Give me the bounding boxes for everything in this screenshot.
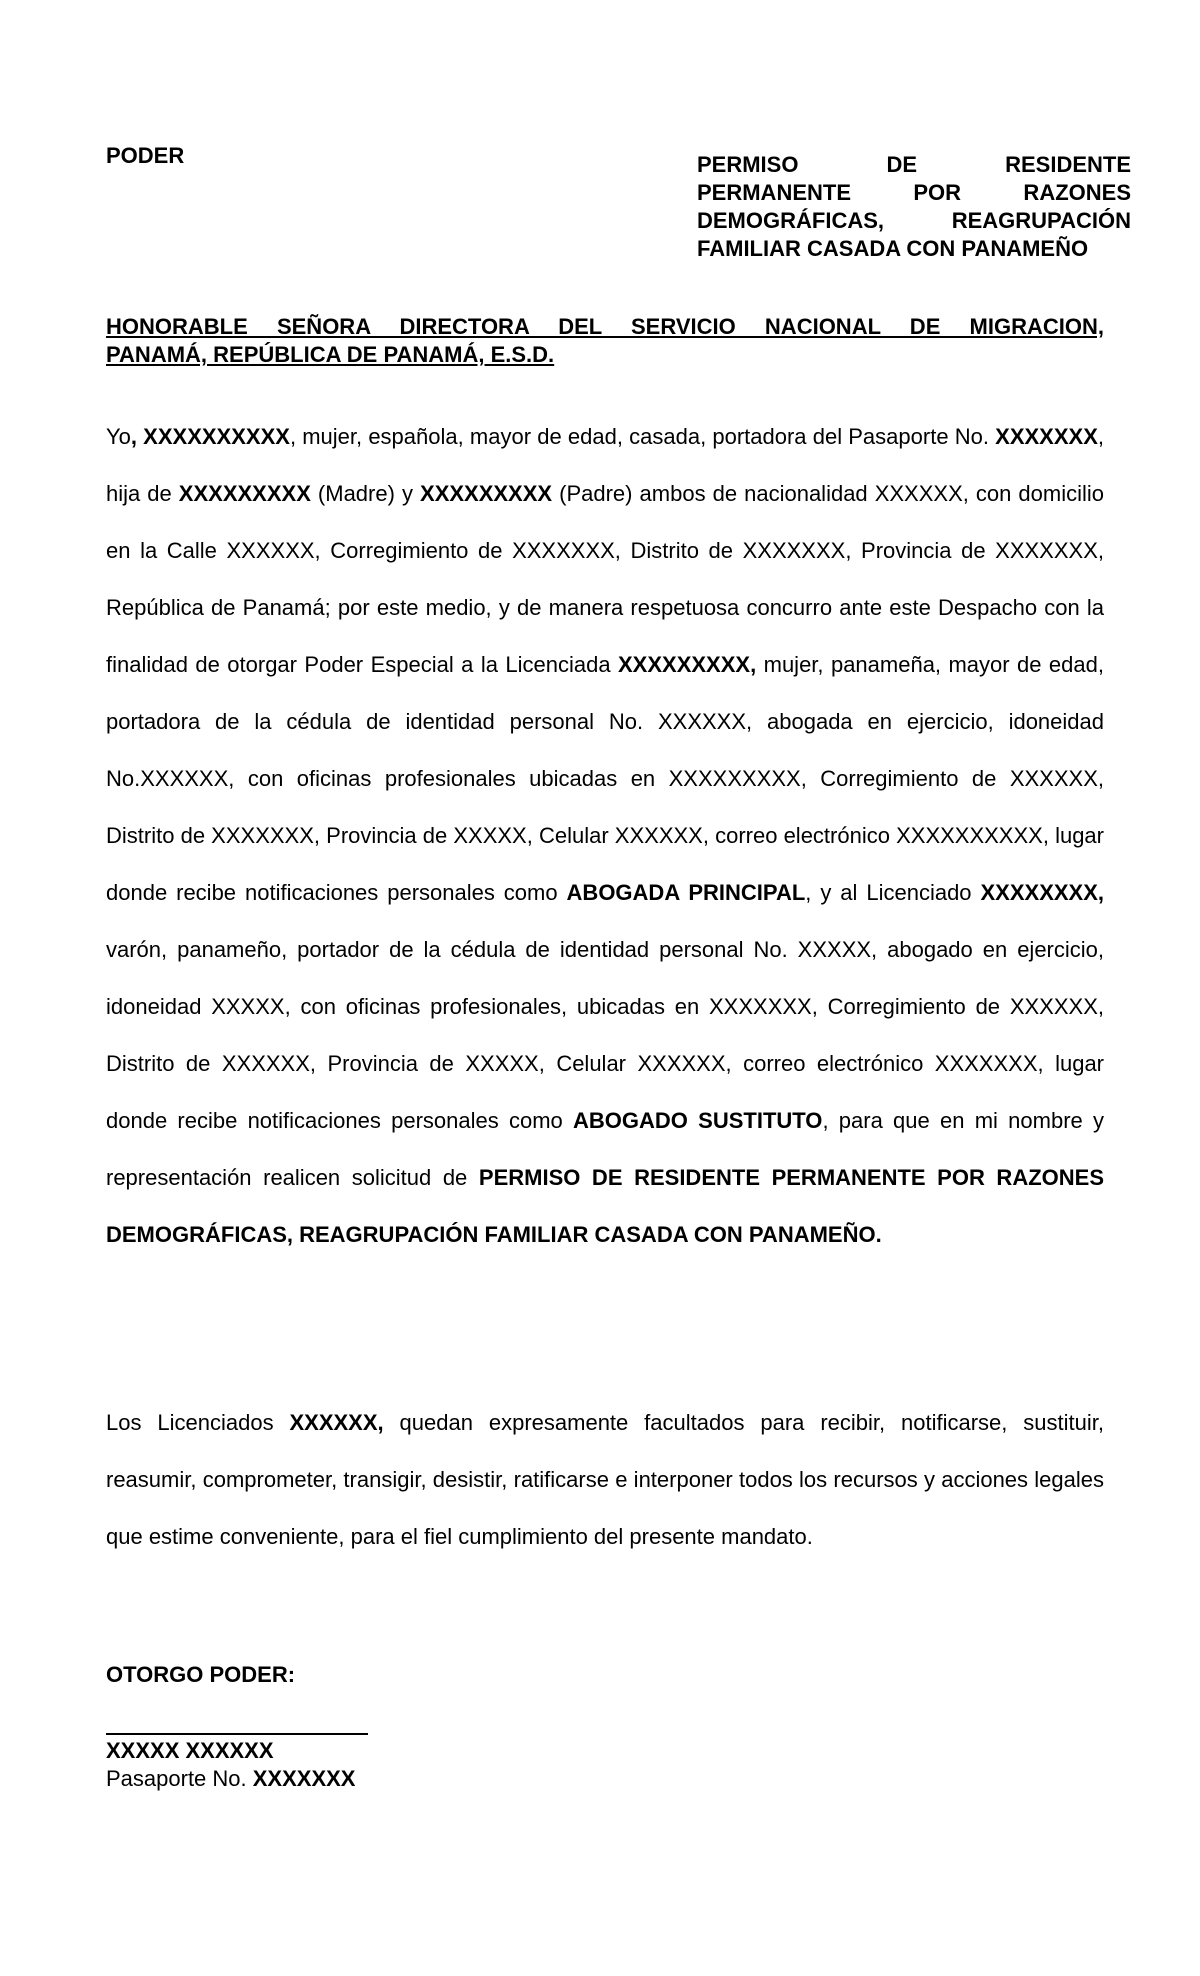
signature-title: OTORGO PODER: [106,1662,296,1687]
text-segment: , hija de [106,424,1104,506]
addressee-line: HONORABLE SEÑORA DIRECTORA DEL SERVICIO NACIONAL DE MIGRACION, [106,314,1104,339]
signature-line [106,1733,368,1735]
text-segment-bold: XXXXXXXXX, [618,652,757,677]
text-segment: , y al Licenciado [805,880,981,905]
text-segment-bold: XXXXXX, [289,1410,384,1435]
addressee-line: PANAMÁ, REPÚBLICA DE PANAMÁ, E.S.D. [106,342,555,367]
text-segment-bold: XXXXXXXX, [980,880,1105,905]
text-segment-bold: PERMISO DE RESIDENTE PERMANENTE POR RAZONES DEMOGRÁFICAS, REAGRUPACIÓN FAMILIAR CASADA CON PANAMEÑO. [106,1165,1104,1247]
text-segment-bold: ABOGADO SUSTITUTO [573,1108,823,1133]
document-heading: PODER [106,143,185,168]
subject-line: FAMILIAR CASADA CON PANAMEÑO [697,236,1089,261]
subject-line: DEMOGRÁFICAS, REAGRUPACIÓN [697,208,1131,233]
text-segment-bold: ABOGADA PRINCIPAL [566,880,806,905]
text-segment: Los Licenciados [106,1410,290,1435]
subject-line: PERMANENTE POR RAZONES [697,180,1131,205]
text-segment: (Madre) y [310,481,421,506]
text-segment: Yo [106,424,131,449]
text-segment: mujer, panameña, mayor de edad, portadora de la cédula de identidad personal No. XXXXXX, abogada en ejercicio, idoneidad No.XXXXXX, con oficinas profesionales ubicadas en XXXXXXXXX, Corregimiento de XXXXXX, Distrito de XXXXXXX, Provincia de XXXXX, Celular XXXXXX, correo electrónico XXXXXXXXXX, lugar donde recibe notificaciones personales como [106,652,1104,905]
text-segment: , mujer, española, mayor de edad, casada, portadora del Pasaporte No. [289,424,996,449]
body-paragraph-1 [106,408,1104,1263]
passport-label: Pasaporte No. [106,1766,253,1791]
text-segment-bold: XXXXXXXXX [178,481,311,506]
text-segment: , para que en mi nombre y representación realicen solicitud de [106,1108,1105,1190]
text-segment: quedan expresamente facultados para recibir, notificarse, sustituir, reasumir, comprometer, transigir, desistir, ratificarse e interponer todos los recursos y acciones legales que estime conveniente, para el fiel cumplimiento del presente mandato. [106,1410,1104,1549]
subject-block [697,151,1131,263]
text-segment: varón, panameño, portador de la cédula de identidad personal No. XXXXX, abogado en ejercicio, idoneidad XXXXX, con oficinas profesionales, ubicadas en XXXXXXX, Corregimiento de XXXXXX, Distrito de XXXXXX, Provincia de XXXXX, Celular XXXXXX, correo electrónico XXXXXXX, lugar donde recibe notificaciones personales como [106,937,1104,1133]
passport-number: XXXXXXX [252,1766,356,1791]
passport-line [106,1766,355,1792]
body-paragraph-2 [106,1394,1104,1565]
signer-name: XXXXX XXXXXX [106,1738,274,1763]
subject-line: PERMISO DE RESIDENTE [697,152,1131,177]
text-segment: (Padre) ambos de nacionalidad XXXXXX, con domicilio en la Calle XXXXXX, Corregimiento de XXXXXXX, Distrito de XXXXXXX, Provincia de XXXXXXX, República de Panamá; por este medio, y de manera respetuosa concurro ante este Despacho con la finalidad de otorgar Poder Especial a la Licenciada [106,481,1104,677]
text-segment-bold: XXXXXXX [995,424,1098,449]
text-segment-bold: , XXXXXXXXXX [130,424,290,449]
text-segment-bold: XXXXXXXXX [420,481,553,506]
addressee-block [106,313,1104,369]
